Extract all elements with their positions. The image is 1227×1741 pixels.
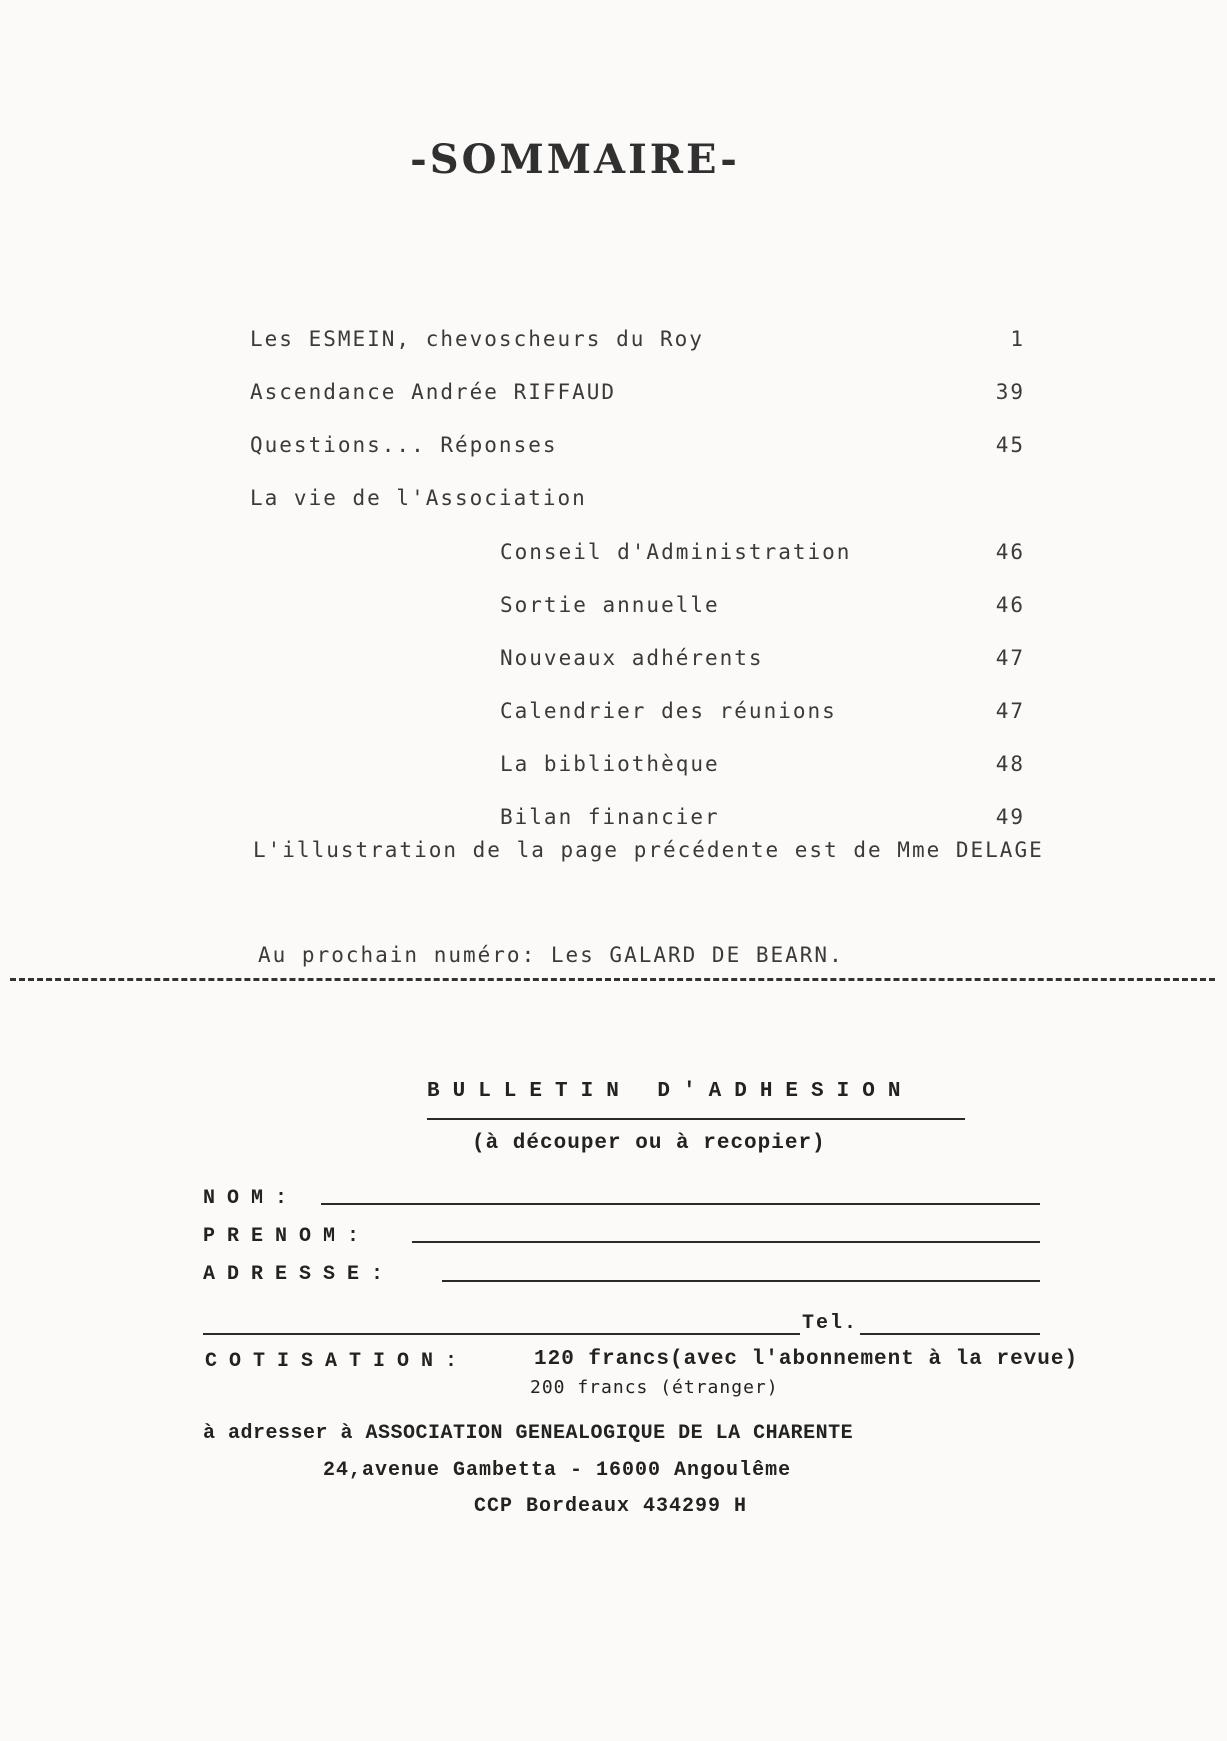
toc-subentry-label: Conseil d'Administration: [500, 540, 852, 564]
toc-entry-label: Questions... Réponses: [250, 433, 558, 457]
toc-subentry-page: 46: [995, 593, 1025, 617]
bulletin-subtitle: (à découper ou à recopier): [472, 1132, 826, 1155]
prenom-label: PRENOM:: [203, 1225, 372, 1248]
nom-field[interactable]: [321, 1203, 1040, 1205]
address-line-3: CCP Bordeaux 434299 H: [474, 1495, 748, 1518]
tel-field[interactable]: [860, 1333, 1040, 1335]
toc-subentry-label: Calendrier des réunions: [500, 699, 837, 723]
toc-entry-label: La vie de l'Association: [250, 486, 587, 510]
illustration-note: L'illustration de la page précédente est de Mme DELAGE: [253, 838, 1044, 862]
next-issue-note: Au prochain numéro: Les GALARD DE BEARN.: [258, 943, 844, 967]
cotisation-text: 120 francs(avec l'abonnement à la revue): [534, 1348, 1079, 1371]
adresse-label: ADRESSE:: [203, 1263, 396, 1286]
cotisation-label: COTISATION:: [205, 1350, 470, 1373]
toc-subentry-label: Sortie annuelle: [500, 593, 720, 617]
toc-subentry-page: 46: [995, 540, 1025, 564]
cotisation-foreign: 200 francs (étranger): [530, 1377, 779, 1398]
nom-label: NOM:: [203, 1187, 300, 1210]
toc-subentry-page: 49: [995, 805, 1025, 829]
toc-entry-page: 39: [995, 380, 1025, 404]
toc-subentry-page: 47: [995, 699, 1025, 723]
address-line-2: 24,avenue Gambetta - 16000 Angoulême: [323, 1459, 792, 1482]
toc-subentry-label: La bibliothèque: [500, 752, 720, 776]
adresse-field[interactable]: [442, 1280, 1040, 1282]
adresse-field-line2[interactable]: [203, 1333, 800, 1335]
toc-entry-page: 1: [1010, 327, 1025, 351]
toc-subentry-label: Bilan financier: [500, 805, 720, 829]
bulletin-title: BULLETIN D'ADHESION: [427, 1080, 914, 1103]
toc-subentry-page: 47: [995, 646, 1025, 670]
prenom-field[interactable]: [412, 1241, 1040, 1243]
cut-line: [10, 978, 1215, 981]
toc-subentry-page: 48: [995, 752, 1025, 776]
toc-entry-page: 45: [995, 433, 1025, 457]
bulletin-title-underline: [427, 1118, 965, 1120]
address-line-1: à adresser à ASSOCIATION GENEALOGIQUE DE LA CHARENTE: [203, 1422, 854, 1445]
page-title: -SOMMAIRE-: [410, 136, 740, 183]
tel-label: Tel.: [802, 1312, 859, 1335]
toc-subentry-label: Nouveaux adhérents: [500, 646, 764, 670]
toc-entry-label: Les ESMEIN, chevoscheurs du Roy: [250, 327, 704, 351]
toc-entry-label: Ascendance Andrée RIFFAUD: [250, 380, 617, 404]
